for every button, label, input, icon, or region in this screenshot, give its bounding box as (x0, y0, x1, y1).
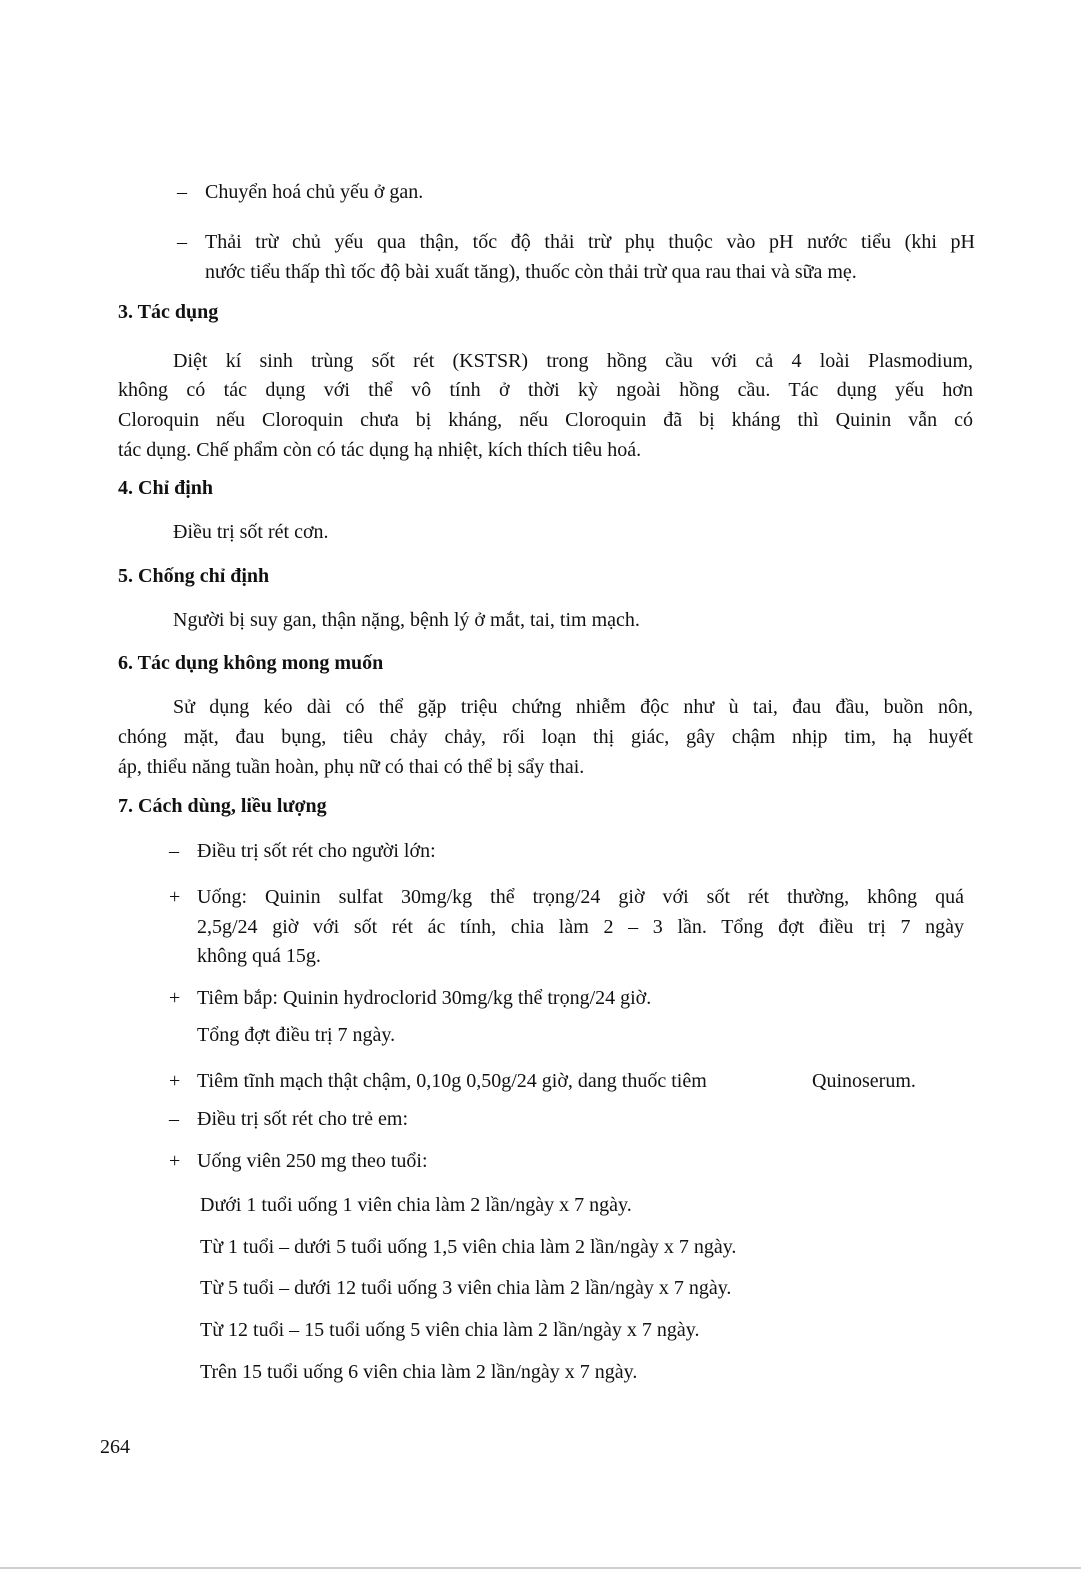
age-dose-line: Từ 1 tuổi – dưới 5 tuổi uống 1,5 viên chia làm 2 lần/ngày x 7 ngày. (200, 1236, 737, 1258)
heading-contraindication: 5. Chống chỉ định (118, 565, 270, 587)
oral-adult-dose (169, 882, 964, 912)
heading-dosage: 7. Cách dùng, liều lượng (118, 795, 327, 817)
plus-marker: + (169, 987, 181, 1009)
heading-side-effects: 6. Tác dụng không mong muốn (118, 652, 384, 674)
heading-indication: 4. Chỉ định (118, 477, 214, 499)
bullet-text: Tiêm bắp: Quinin hydroclorid 30mg/kg thể trọng/24 giờ. (197, 987, 652, 1009)
dash-marker: – (169, 840, 179, 862)
plus-marker: + (169, 1150, 181, 1172)
bullet-metabolism (177, 177, 424, 207)
bullet-excretion (177, 227, 975, 257)
effect-line-4: tác dụng. Chế phẩm còn có tác dụng hạ nhiệt, kích thích tiêu hoá. (118, 439, 642, 461)
dash-marker: – (169, 1108, 179, 1130)
age-dose-line: Dưới 1 tuổi uống 1 viên chia làm 2 lần/ngày x 7 ngày. (200, 1194, 632, 1216)
bullet-text: Điều trị sốt rét cho người lớn: (197, 840, 436, 862)
effect-line-1: Diệt kí sinh trùng sốt rét (KSTSR) trong hồng cầu với cả 4 loài Plasmodium, (173, 350, 973, 372)
adult-treatment-label (169, 836, 436, 866)
dash-marker: – (177, 231, 187, 253)
side-effects-line-1: Sử dụng kéo dài có thể gặp triệu chứng nhiễm độc như ù tai, đau đầu, buồn nôn, (173, 696, 973, 718)
side-effects-line-3: áp, thiểu năng tuần hoàn, phụ nữ có thai có thể bị sẩy thai. (118, 756, 585, 778)
child-oral-dose (169, 1146, 428, 1176)
page-number: 264 (100, 1436, 130, 1458)
side-effects-line-2: chóng mặt, đau bụng, tiêu chảy chảy, rối loạn thị giác, gây chậm nhịp tim, hạ huyết (118, 726, 973, 748)
bullet-text: Tiêm tĩnh mạch thật chậm, 0,10g 0,50g/24 giờ, dang thuốc tiêm (197, 1070, 707, 1092)
child-treatment-label (169, 1104, 409, 1134)
plus-marker: + (169, 1070, 181, 1092)
age-dose-line: Từ 5 tuổi – dưới 12 tuổi uống 3 viên chia làm 2 lần/ngày x 7 ngày. (200, 1277, 732, 1299)
oral-line-3: không quá 15g. (197, 945, 321, 967)
plus-marker: + (169, 886, 181, 908)
bullet-text: Uống viên 250 mg theo tuổi: (197, 1150, 428, 1172)
scan-edge-line (0, 1567, 1081, 1569)
bullet-text-line-1: Thải trừ chủ yếu qua thận, tốc độ thải trừ phụ thuộc vào pH nước tiểu (khi pH (205, 231, 975, 253)
im-course: Tổng đợt điều trị 7 ngày. (197, 1024, 396, 1046)
bullet-text: Điều trị sốt rét cho trẻ em: (197, 1108, 409, 1130)
oral-line-2: 2,5g/24 giờ với sốt rét ác tính, chia làm 2 – 3 lần. Tổng đợt điều trị 7 ngày (197, 916, 964, 938)
age-dose-line: Trên 15 tuổi uống 6 viên chia làm 2 lần/ngày x 7 ngày. (200, 1361, 638, 1383)
effect-line-3: Cloroquin nếu Cloroquin chưa bị kháng, nếu Cloroquin đã bị kháng thì Quinin vẫn có (118, 409, 973, 431)
indication-text: Điều trị sốt rét cơn. (173, 521, 329, 543)
age-dose-line: Từ 12 tuổi – 15 tuổi uống 5 viên chia làm 2 lần/ngày x 7 ngày. (200, 1319, 700, 1341)
oral-line-1: Uống: Quinin sulfat 30mg/kg thể trọng/24 giờ với sốt rét thường, không quá (197, 886, 964, 908)
effect-line-2: không có tác dụng với thể vô tính ở thời kỳ ngoài hồng cầu. Tác dụng yếu hơn (118, 379, 973, 401)
bullet-excretion-line-2: nước tiểu thấp thì tốc độ bài xuất tăng), thuốc còn thải trừ qua rau thai và sữa mẹ. (205, 261, 857, 283)
im-adult-dose (169, 983, 652, 1013)
dash-marker: – (177, 181, 187, 203)
iv-adult-dose (169, 1066, 707, 1096)
contraindication-text: Người bị suy gan, thận nặng, bệnh lý ở mắt, tai, tim mạch. (173, 609, 640, 631)
iv-product-name: Quinoserum. (812, 1070, 916, 1092)
heading-effect: 3. Tác dụng (118, 301, 219, 323)
bullet-text: Chuyển hoá chủ yếu ở gan. (205, 181, 424, 203)
